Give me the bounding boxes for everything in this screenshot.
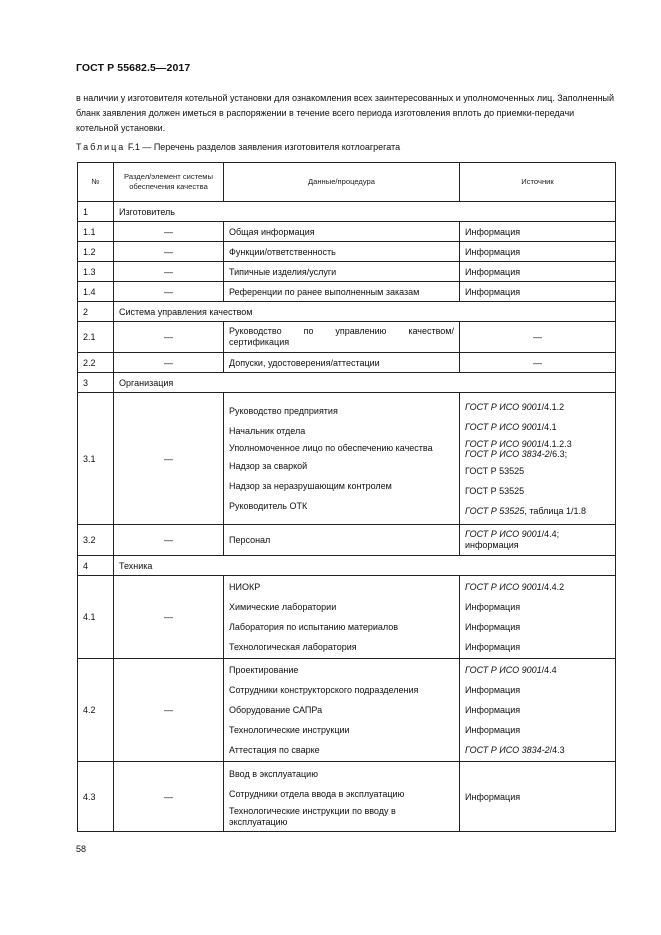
table-row (78, 282, 616, 302)
source-cell (460, 525, 616, 556)
row-num: 2.1 (78, 322, 114, 353)
standard-ref: ГОСТ Р ИСО 3834-2 (465, 448, 550, 459)
standard-ref: ГОСТ Р 53525 (465, 505, 525, 516)
header-source: Источник (460, 163, 616, 202)
section-dash: — (114, 262, 224, 282)
clause-ref: , таблица 1/1.8 (524, 505, 587, 516)
table-row (78, 659, 616, 762)
data-line: НИОКР (229, 582, 261, 592)
table-row (78, 353, 616, 373)
data-line: Руководство предприятия (229, 406, 338, 416)
table-row (78, 373, 616, 393)
source-line (465, 437, 610, 461)
header-section: Раздел/элемент системы обеспечения качества (114, 163, 224, 202)
data-line: Технологическая лаборатория (229, 642, 357, 652)
section-dash: — (114, 659, 224, 762)
group-title: Организация (114, 373, 616, 393)
source-line (465, 740, 610, 760)
row-num: 3.2 (78, 525, 114, 556)
clause-ref: /4.1.2 (541, 401, 565, 412)
source-line: ГОСТ Р 53525 (465, 465, 525, 476)
section-dash: — (114, 242, 224, 262)
data-cell: Персонал (224, 525, 460, 556)
source-line (465, 397, 610, 417)
table-row (78, 393, 616, 525)
row-num: 1.2 (78, 242, 114, 262)
table-row (78, 762, 616, 832)
source-line: Информация (465, 642, 521, 652)
table-header-row (78, 163, 616, 202)
table-row (78, 202, 616, 222)
row-num: 3.1 (78, 393, 114, 525)
data-cell: Допуски, удостоверения/аттестации (224, 353, 460, 373)
section-dash: — (114, 322, 224, 353)
source-line (465, 660, 610, 680)
data-line: Оборудование САПРа (229, 705, 323, 715)
source-line (465, 417, 610, 437)
clause-ref: /4.3 (549, 745, 565, 755)
row-num: 2.2 (78, 353, 114, 373)
data-line: Проектирование (229, 665, 299, 675)
row-num: 4 (78, 556, 114, 576)
data-cell: Функции/ответственность (224, 242, 460, 262)
table-row (78, 302, 616, 322)
header-num: № (78, 163, 114, 202)
data-cell: Референции по ранее выполненным заказам (224, 282, 460, 302)
data-cell: Типичные изделия/услуги (224, 262, 460, 282)
source-cell (460, 576, 616, 659)
row-num: 1.3 (78, 262, 114, 282)
header-data: Данные/процедура (224, 163, 460, 202)
source-line: Информация (465, 685, 521, 695)
section-dash: — (114, 393, 224, 525)
section-dash: — (114, 576, 224, 659)
source-cell: Информация (460, 262, 616, 282)
source-dash: — (460, 353, 616, 373)
row-num: 1.4 (78, 282, 114, 302)
standard-ref: ГОСТ Р ИСО 9001 (465, 582, 542, 592)
section-dash: — (114, 762, 224, 832)
caption-prefix: Таблица (76, 142, 126, 152)
section-dash: — (114, 222, 224, 242)
data-line: Надзор за сваркой (229, 461, 308, 471)
clause-ref: /4.4; (541, 529, 560, 539)
source-line: информация (465, 540, 519, 550)
data-line: Уполномоченное лицо по обеспечению качества (229, 443, 433, 453)
source-cell (460, 393, 616, 525)
data-cell (224, 659, 460, 762)
page-number: 58 (76, 844, 87, 854)
data-line: Сотрудники конструкторского подразделения (229, 685, 419, 695)
data-cell (224, 576, 460, 659)
source-cell: Информация (460, 222, 616, 242)
clause-ref: /4.1.2.3 (541, 438, 572, 449)
source-dash: — (460, 322, 616, 353)
table-caption (76, 142, 400, 152)
source-line: ГОСТ Р 53525 (465, 485, 525, 496)
clause-ref: /4.4 (541, 665, 557, 675)
standard-ref: ГОСТ Р ИСО 9001 (465, 401, 542, 412)
group-title: Изготовитель (114, 202, 616, 222)
source-cell (460, 659, 616, 762)
table-row (78, 242, 616, 262)
row-num: 1 (78, 202, 114, 222)
row-num: 2 (78, 302, 114, 322)
intro-paragraph: в наличии у изготовителя котельной установки для ознакомления всех заинтересованных и уполномоченных лиц. Заполненный бланк заявления должен иметься в распоряжении в течение всего периода изготовления вплоть до приемки-передачи котельной установки. (76, 93, 615, 133)
data-cell: Общая информация (224, 222, 460, 242)
standard-ref: ГОСТ Р ИСО 9001 (465, 421, 542, 432)
row-num: 1.1 (78, 222, 114, 242)
table-row (78, 322, 616, 353)
source-line: Информация (465, 705, 521, 715)
caption-text: F.1 — Перечень разделов заявления изготовителя котлоагрегата (127, 142, 401, 152)
clause-ref: /4.4.2 (541, 582, 565, 592)
data-line: Технологические инструкции (229, 725, 350, 735)
source-line (465, 577, 610, 597)
data-line: Лаборатория по испытанию материалов (229, 622, 399, 632)
document-title: ГОСТ Р 55682.5—2017 (76, 62, 191, 74)
data-line: Аттестация по сварке (229, 745, 320, 755)
sections-table (77, 162, 616, 832)
group-title: Система управления качеством (114, 302, 616, 322)
standard-ref: ГОСТ Р ИСО 9001 (465, 438, 542, 449)
table-row (78, 222, 616, 242)
row-num: 4.3 (78, 762, 114, 832)
data-line: Руководитель ОТК (229, 501, 308, 511)
row-num: 3 (78, 373, 114, 393)
source-line (465, 501, 610, 521)
clause-ref: /4.1 (541, 421, 557, 432)
group-title: Техника (114, 556, 616, 576)
section-dash: — (114, 282, 224, 302)
standard-ref: ГОСТ Р ИСО 9001 (465, 529, 542, 539)
source-cell: Информация (460, 242, 616, 262)
data-line: Сотрудники отдела ввода в эксплуатацию (229, 788, 405, 799)
section-dash: — (114, 353, 224, 373)
data-line: Химические лаборатории (229, 602, 337, 612)
data-cell: Руководство по управлению качеством/сертификация (224, 322, 460, 353)
source-cell: Информация (460, 282, 616, 302)
section-dash: — (114, 525, 224, 556)
row-num: 4.2 (78, 659, 114, 762)
data-cell (224, 762, 460, 832)
data-line: Технологические инструкции по вводу в эксплуатацию (229, 805, 396, 827)
data-line: Надзор за неразрушающим контролем (229, 481, 392, 491)
clause-ref: /6.3; (549, 448, 568, 459)
data-cell (224, 393, 460, 525)
source-line: Информация (465, 725, 521, 735)
table-row (78, 525, 616, 556)
source-cell: Информация (460, 762, 616, 832)
table-row (78, 556, 616, 576)
data-line: Ввод в эксплуатацию (229, 768, 318, 779)
table-row (78, 262, 616, 282)
table-row (78, 576, 616, 659)
source-line: Информация (465, 602, 521, 612)
row-num: 4.1 (78, 576, 114, 659)
standard-ref: ГОСТ Р ИСО 3834-2 (465, 745, 550, 755)
data-line: Начальник отдела (229, 426, 306, 436)
standard-ref: ГОСТ Р ИСО 9001 (465, 665, 542, 675)
source-line: Информация (465, 622, 521, 632)
